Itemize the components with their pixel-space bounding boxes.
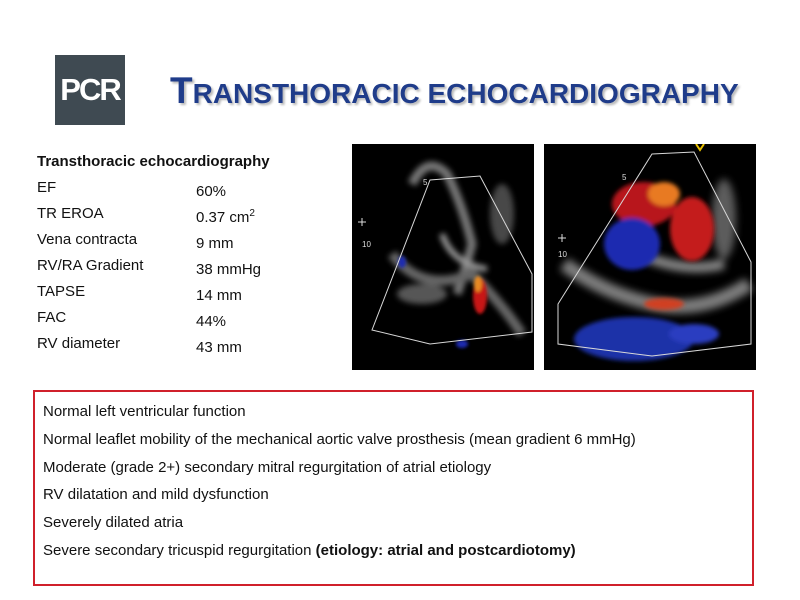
depth-label-5: 5: [423, 178, 428, 187]
parameter-label: EF: [37, 179, 57, 196]
parameter-row: [37, 281, 337, 307]
parameter-label: TR EROA: [37, 205, 104, 222]
finding-line: Normal leaflet mobility of the mechanical aortic valve prosthesis (mean gradient 6 mmHg): [43, 430, 636, 448]
title-initial: T: [170, 70, 193, 111]
parameter-row: [37, 203, 337, 229]
parameter-label: RV/RA Gradient: [37, 257, 144, 274]
parameter-value: 0.37 $cm^2$: [196, 208, 255, 226]
parameter-row: [37, 307, 337, 333]
parameter-value: 44%: [196, 313, 227, 330]
parameter-row: [37, 177, 337, 203]
finding-line: Severe secondary tricuspid regurgitation (etiology: atrial and postcardiotomy): [43, 541, 576, 559]
page-title: [170, 72, 780, 109]
finding-line: RV dilatation and mild dysfunction: [43, 486, 269, 504]
parameter-label: Vena contracta: [37, 231, 138, 248]
finding-etiology: (etiology: atrial and postcardiotomy): [315, 541, 576, 559]
parameter-row: [37, 229, 337, 255]
parameter-value: 14 mm: [196, 287, 242, 304]
parameter-value: 43 mm: [196, 339, 242, 356]
depth-label-10: 10: [362, 240, 371, 249]
findings-box: [33, 390, 754, 586]
parameter-label: RV diameter: [37, 335, 121, 352]
parameter-row: [37, 255, 337, 281]
finding-line: Severely dilated atria: [43, 514, 184, 532]
parameters-table: [37, 151, 337, 359]
parameter-value: 60%: [196, 183, 227, 200]
parameter-label: TAPSE: [37, 283, 86, 300]
parameter-row: [37, 333, 337, 359]
echo-image-left: [352, 144, 534, 370]
finding-line: Normal left ventricular function: [43, 403, 246, 420]
parameter-value: 9 mm: [196, 235, 234, 252]
title-rest: RANSTHORACIC ECHOCARDIOGRAPHY: [192, 78, 739, 109]
parameter-label: FAC: [37, 309, 67, 326]
parameters-heading: Transthoracic echocardiography: [37, 153, 270, 170]
depth-label-5: 5: [622, 173, 627, 182]
depth-label-10: 10: [558, 250, 567, 259]
logo-text: PCR: [60, 72, 120, 107]
parameter-value: 38 mmHg: [196, 261, 262, 278]
pcr-logo: [55, 55, 125, 125]
finding-line: Moderate (grade 2+) secondary mitral regurgitation of atrial etiology: [43, 458, 492, 476]
echo-image-right: [544, 144, 756, 370]
